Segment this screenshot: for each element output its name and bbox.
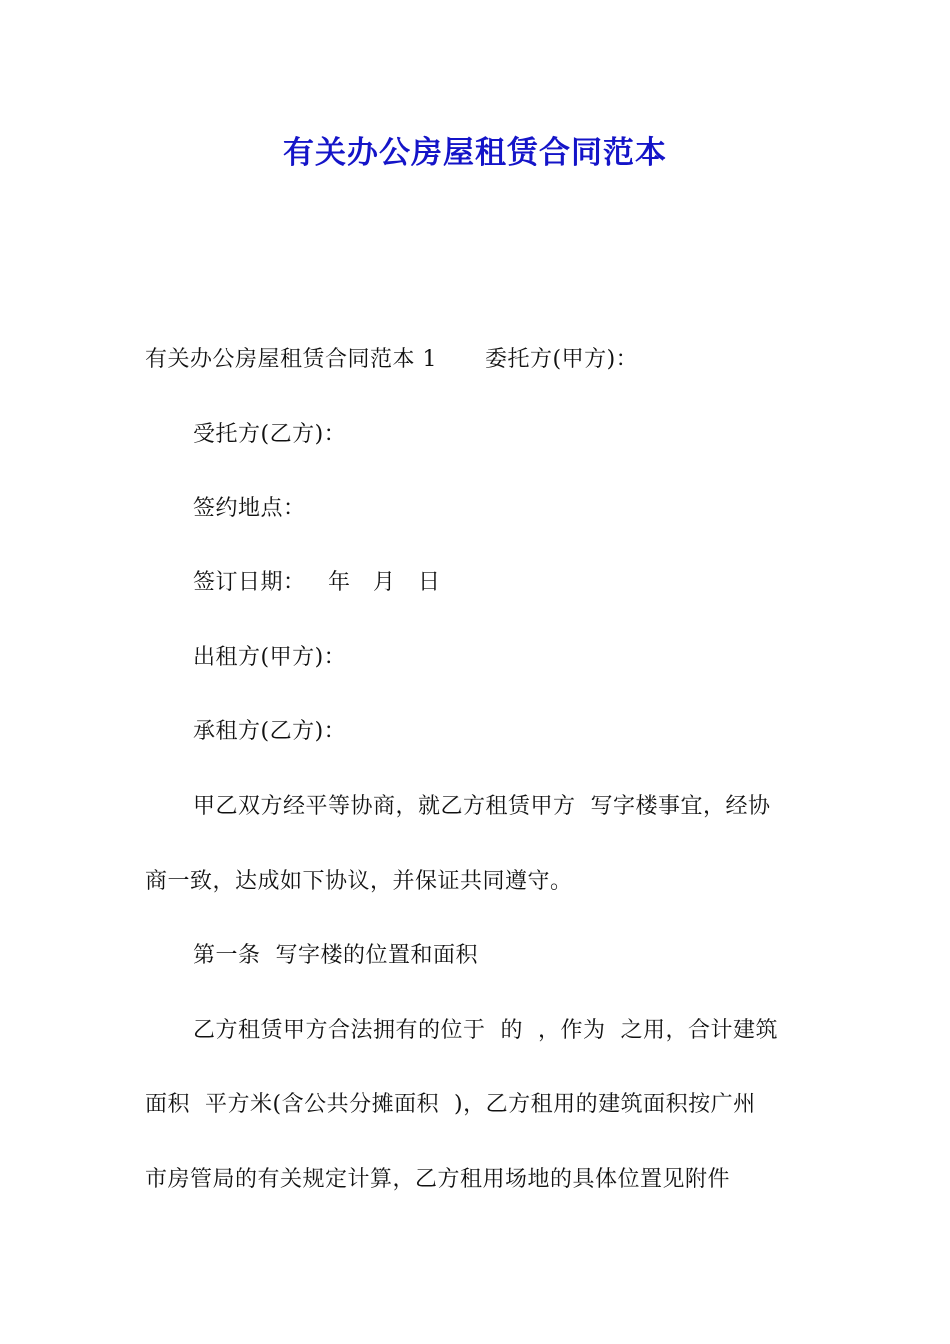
trustee-party-label: 受托方(乙方)：: [193, 422, 347, 447]
signing-date-label: 签订日期： 年 月 日: [193, 570, 441, 595]
article-one-line-2: 面积 平方米(含公共分摊面积 )，乙方租用的建筑面积按广州: [145, 1092, 756, 1117]
document-title: 有关办公房屋租赁合同范本: [283, 135, 667, 171]
intro-line: [145, 345, 810, 375]
article-one-line-1: 乙方租赁甲方合法拥有的位于 的 ，作为 之用，合计建筑: [193, 1018, 778, 1043]
contract-heading: 有关办公房屋租赁合同范本 1: [145, 347, 437, 372]
article-one-heading: 第一条 写字楼的位置和面积: [193, 943, 478, 968]
client-party-label: 委托方(甲方)：: [485, 347, 639, 372]
lessee-party-label: 承租方(乙方)：: [193, 719, 347, 744]
agreement-paragraph-line-2: 商一致，达成如下协议，并保证共同遵守。: [145, 869, 573, 894]
article-one-line-3: 市房管局的有关规定计算，乙方租用场地的具体位置见附件: [145, 1167, 731, 1192]
lessor-party-label: 出租方(甲方)：: [193, 645, 347, 670]
agreement-paragraph-line-1: 甲乙双方经平等协商，就乙方租赁甲方 写字楼事宜，经协: [193, 794, 771, 819]
signing-place-label: 签约地点：: [193, 496, 306, 521]
